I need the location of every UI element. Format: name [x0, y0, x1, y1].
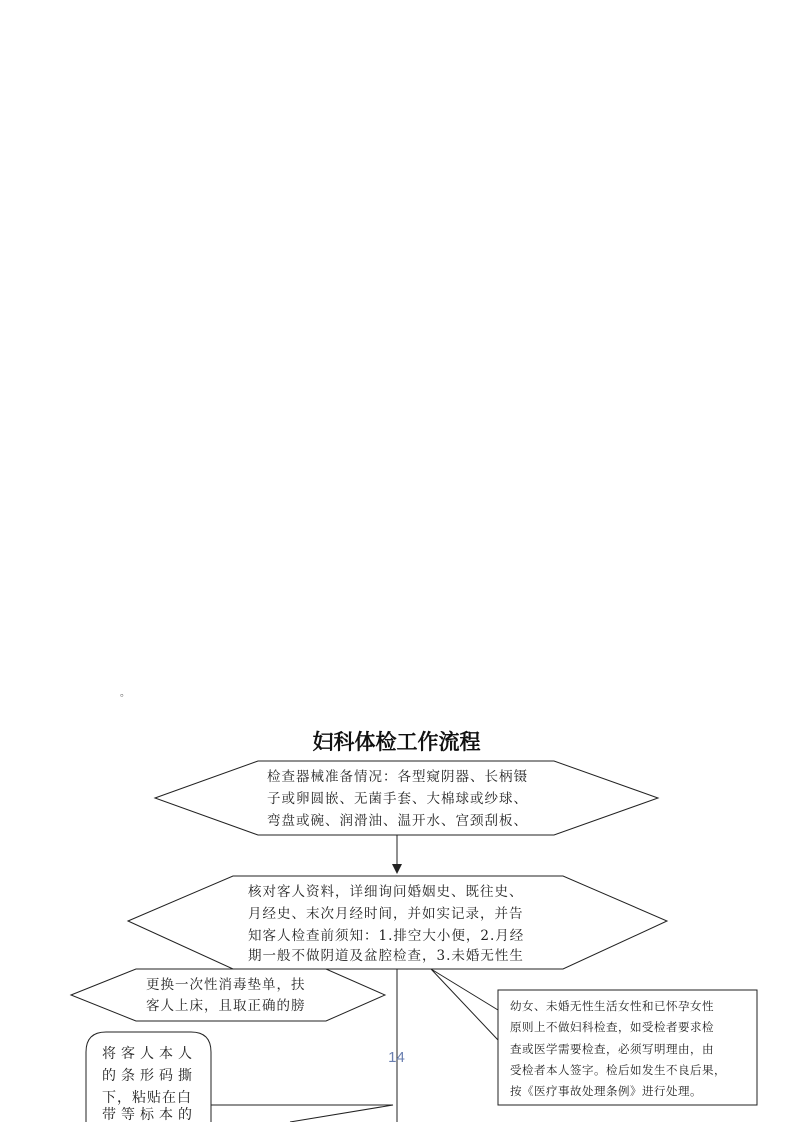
step3-line: 更换一次性消毒垫单，扶 [146, 977, 306, 993]
note-line: 按《医疗事故处理条例》进行处理。 [510, 1084, 702, 1098]
note-line: 查或医学需要检查，必须写明理由，由 [510, 1042, 714, 1056]
page-number: 14 [388, 1049, 405, 1066]
step1-line: 子或卵圆嵌、无菌手套、大棉球或纱球、 [267, 791, 528, 807]
stray-mark: 。 [120, 688, 130, 699]
barcode-connector [211, 1105, 393, 1122]
barcode-line: 的条形码撕 [102, 1068, 197, 1084]
step2-line: 知客人检查前须知：1.排空大小便，2.月经 [248, 928, 525, 944]
barcode-line: 下，粘贴在白 [102, 1090, 192, 1106]
step1-line: 弯盘或碗、润滑油、温开水、宫颈刮板、 [267, 813, 528, 829]
step3-line: 客人上床，且取正确的膀 [146, 998, 306, 1014]
page-title: 妇科体检工作流程 [312, 730, 481, 754]
note-line: 受检者本人签字。检后如发生不良后果， [510, 1063, 726, 1077]
step2-line: 期一般不做阴道及盆腔检查，3.未婚无性生 [248, 948, 524, 964]
step2-line: 核对客人资料，详细询问婚姻史、既往史、 [248, 884, 524, 900]
note-line: 原则上不做妇科检查，如受检者要求检 [510, 1020, 714, 1034]
barcode-line: 将客人本人 [102, 1046, 197, 1062]
note-pointer [431, 969, 498, 1040]
step2-line: 月经史、末次月经时间，并如实记录，并告 [248, 906, 524, 922]
barcode-line: 带等标本的 [102, 1107, 197, 1123]
note-line: 幼女、未婚无性生活女性和已怀孕女性 [510, 999, 714, 1013]
step1-line: 检查器械准备情况：各型窥阴器、长柄镊 [267, 769, 528, 785]
